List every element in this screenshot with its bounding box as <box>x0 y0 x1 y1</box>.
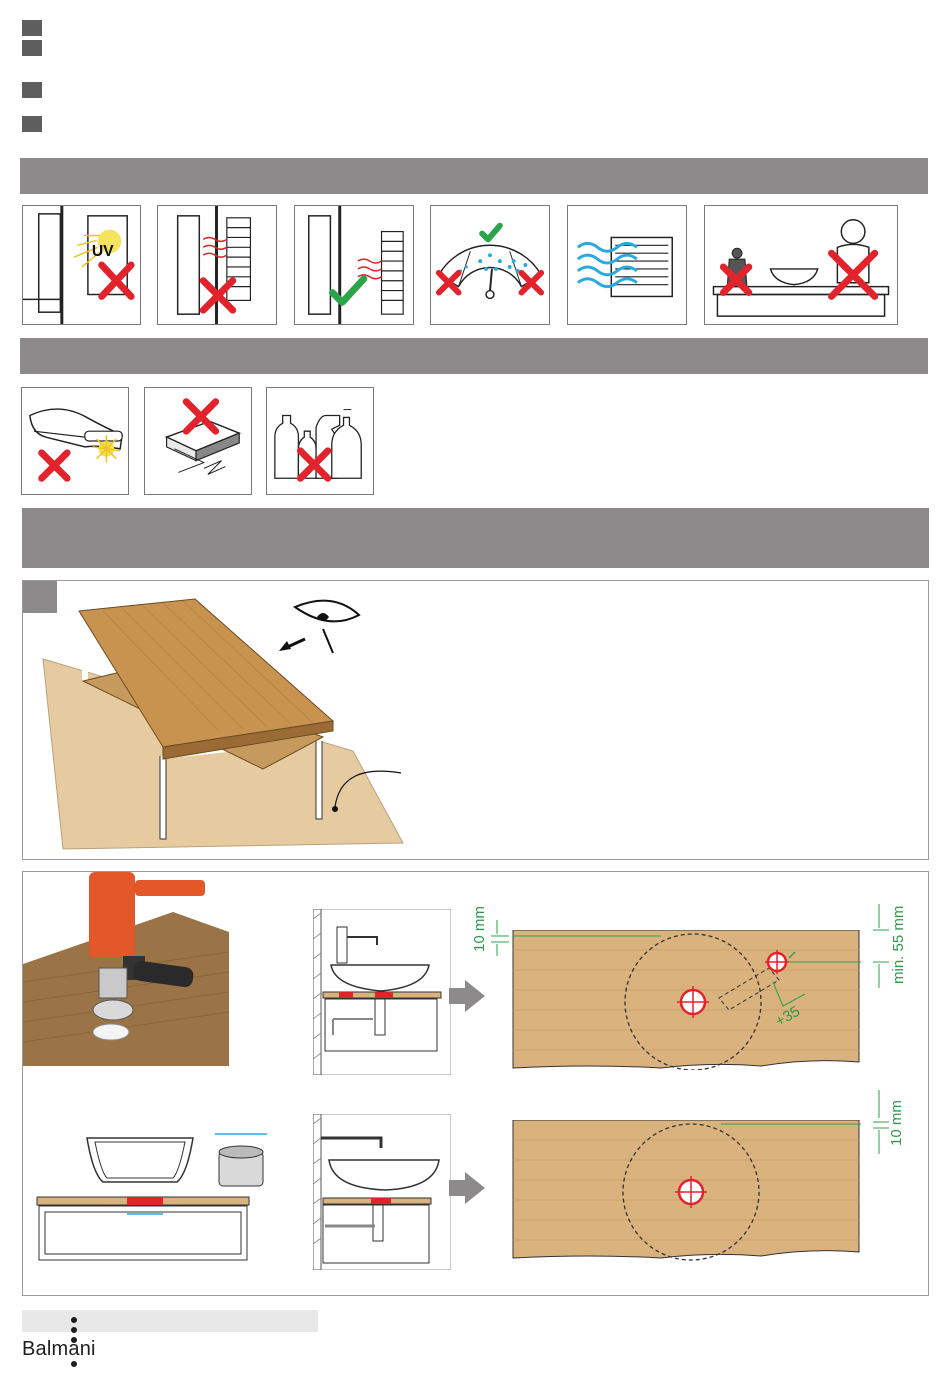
humidity-gauge-icon <box>430 205 550 325</box>
dimension-offset: +35 <box>772 1002 803 1031</box>
arrow-right-icon <box>449 980 485 1012</box>
section-header-bar <box>20 338 928 374</box>
ventilation-icon <box>567 205 687 325</box>
section-header-bar <box>20 158 928 194</box>
dimension-top-margin-wall: 10 mm <box>888 1100 905 1146</box>
basin-drain-diagram <box>33 1122 273 1268</box>
radiator-close-forbidden-icon <box>157 205 277 325</box>
chemical-cleaner-forbidden-icon <box>266 387 374 495</box>
dimension-min-edge: min. 55 mm <box>890 905 907 984</box>
bullet-marker <box>22 116 42 132</box>
weight-child-forbidden-icon <box>704 205 898 325</box>
unpacking-illustration <box>23 581 928 859</box>
uv-label: UV <box>91 243 114 261</box>
drilling-illustration <box>23 872 229 1066</box>
wall-tap-installation-schematic <box>313 1114 451 1270</box>
hot-object-forbidden-icon <box>21 387 129 495</box>
dimension-marks <box>483 892 903 1172</box>
bullet-marker <box>22 82 42 98</box>
abrasive-sponge-forbidden-icon <box>144 387 252 495</box>
bullet-marker <box>22 40 42 56</box>
uv-sunlight-forbidden-icon <box>22 205 141 325</box>
section-header-bar <box>22 508 929 568</box>
dimension-top-margin: 10 mm <box>471 906 488 952</box>
footer-bar <box>22 1310 318 1332</box>
brand-logo: Balmani <box>22 1338 96 1360</box>
bullet-marker <box>22 20 42 36</box>
tap-installation-schematic <box>313 909 451 1075</box>
radiator-distance-ok-icon <box>294 205 414 325</box>
step-1-panel <box>22 580 929 860</box>
step-2-panel <box>22 871 929 1296</box>
arrow-right-icon <box>449 1172 485 1204</box>
